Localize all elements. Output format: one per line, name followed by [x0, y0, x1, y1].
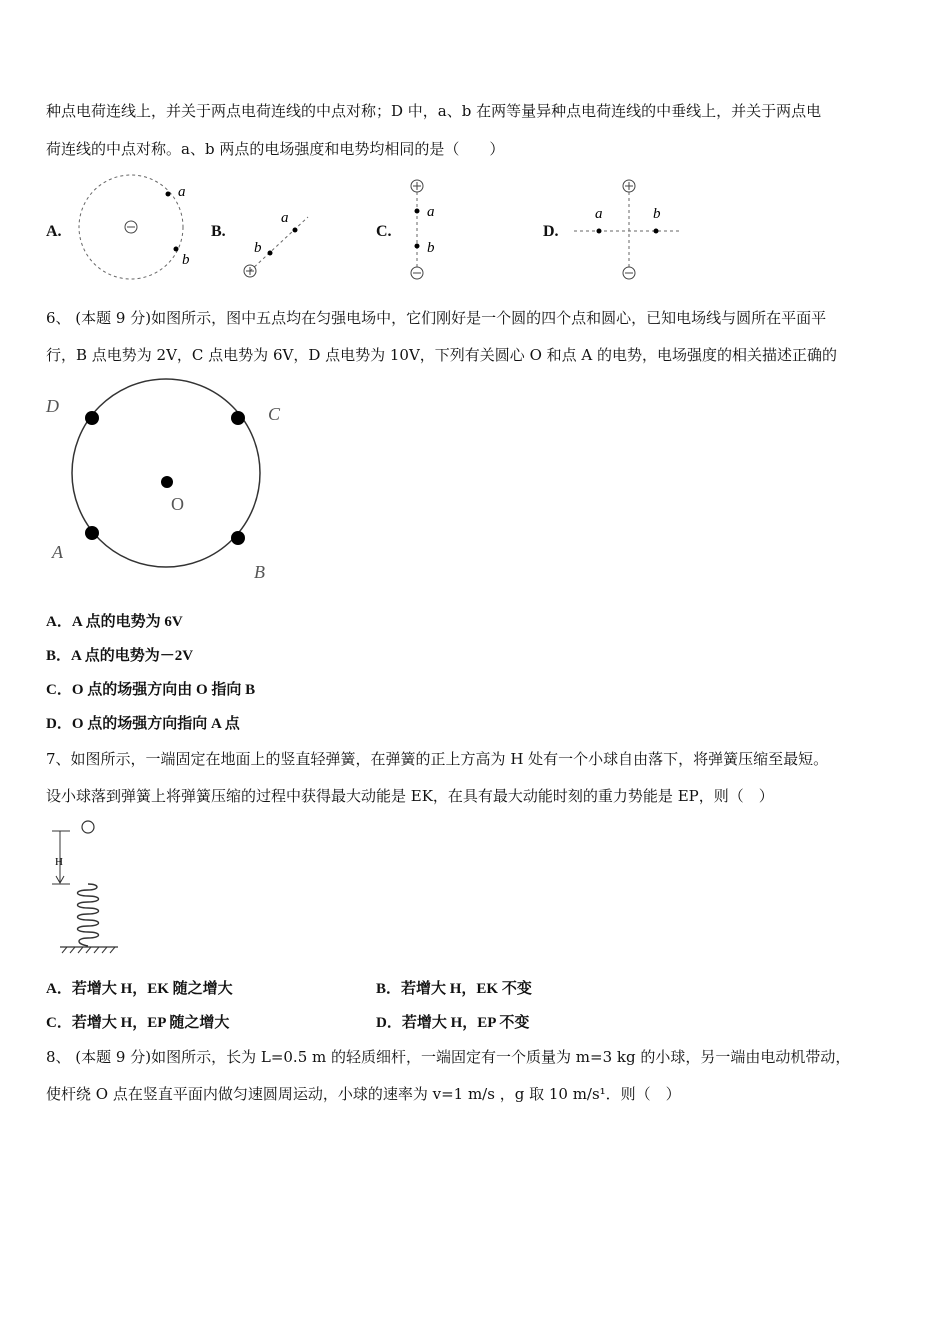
q7-spring-figure: [44, 818, 124, 958]
q5-fig-d-label-a: a: [595, 206, 603, 222]
q6-circle-figure: [40, 378, 290, 588]
q5-fig-a-label-b: b: [182, 252, 190, 268]
q7-label-h: H: [55, 856, 63, 868]
q7-option-d: D．若增大 H，EP 不变: [376, 1015, 530, 1031]
q5-fig-c-label-a: a: [427, 204, 435, 220]
q5-fig-d-label-b: b: [653, 206, 661, 222]
q8-text-line-1: 8、 (本题 9 分)如图所示，长为 L=0.5 m 的轻质细杆，一端固定有一个质量为 m=3 kg 的小球，另一端由电动机带动，: [46, 1048, 851, 1066]
q5-figure-c: [400, 176, 460, 284]
q5-figure-a: [75, 172, 205, 284]
q7-text-line-2: 设小球落到弹簧上将弹簧压缩的过程中获得最大动能是 EK，在具有最大动能时刻的重力势能是 EP，则（ ）: [46, 787, 774, 805]
q8-text-line-2: 使杆绕 O 点在竖直平面内做匀速圆周运动，小球的速率为 v=1 m/s ，g 取 10 m/s¹．则（ ）: [46, 1085, 681, 1103]
q6-text-line-1: 6、 (本题 9 分)如图所示，图中五点均在匀强电场中，它们刚好是一个圆的四个点和圆心，已知电场线与圆所在平面平: [46, 309, 827, 327]
q6-option-b: B．A 点的电势为－2V: [46, 648, 194, 664]
q7-option-b: B．若增大 H，EK 不变: [376, 981, 532, 997]
q5-figure-b: [238, 205, 318, 283]
q6-label-b: B: [254, 562, 265, 582]
q5-fig-a-label-a: a: [178, 184, 186, 200]
q5-option-a-label: A.: [46, 223, 62, 240]
q5-fig-c-label-b: b: [427, 240, 435, 256]
q6-option-a: A．A 点的电势为 6V: [46, 614, 183, 630]
q6-text-line-2: 行，B 点电势为 2V，C 点电势为 6V，D 点电势为 10V，下列有关圆心 O 和点 A 的电势，电场强度的相关描述正确的: [46, 346, 838, 364]
q5-text-line-2: 荷连线的中点对称。a、b 两点的电场强度和电势均相同的是（ ）: [46, 140, 505, 158]
q7-text-line-1: 7、如图所示，一端固定在地面上的竖直轻弹簧，在弹簧的正上方高为 H 处有一个小球自由落下，将弹簧压缩至最短。: [46, 750, 829, 768]
q7-option-c: C．若增大 H，EP 随之增大: [46, 1015, 230, 1031]
q6-label-o: O: [171, 494, 184, 514]
q6-label-d: D: [46, 396, 59, 416]
q7-option-a: A．若增大 H，EK 随之增大: [46, 981, 233, 997]
q5-option-b-label: B.: [211, 223, 226, 240]
q6-option-c: C．O 点的场强方向由 O 指向 B: [46, 682, 256, 698]
q5-fig-b-label-a: a: [281, 210, 289, 226]
q6-option-d: D．O 点的场强方向指向 A 点: [46, 716, 240, 732]
q5-option-c-label: C.: [376, 223, 392, 240]
q6-label-c: C: [268, 404, 281, 424]
q5-option-d-label: D.: [543, 223, 559, 240]
q6-label-a: A: [52, 542, 63, 562]
q5-fig-b-label-b: b: [254, 240, 262, 256]
q5-text-line-1: 种点电荷连线上，并关于两点电荷连线的中点对称；D 中，a、b 在两等量异种点电荷连线的中垂线上，并关于两点电: [46, 102, 822, 120]
q5-figure-d: [570, 176, 690, 284]
